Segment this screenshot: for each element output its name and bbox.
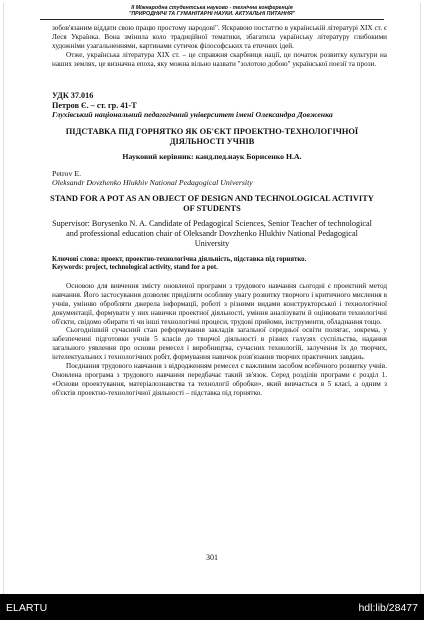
conference-header bbox=[4, 5, 420, 17]
article-title-ua: ПІДСТАВКА ПІД ГОРНЯТКО ЯК ОБ'ЄКТ ПРОЕКТНО-ТЕХНОЛОГІЧНОЇ ДІЯЛЬНОСТІ УЧНІВ bbox=[65, 126, 359, 146]
author-en: Petrov E. bbox=[52, 168, 82, 178]
conference-header-line1: II Міжнародна студентська науково - технічна конференція bbox=[131, 5, 293, 11]
affiliation-ua: Глухівський національний педагогічний університет імені Олександра Довженка bbox=[52, 110, 333, 120]
repository-footer bbox=[0, 594, 424, 620]
body-paragraph-3: Поєднання трудового навчання з відродженням ремесел є важливим засобом всебічного розвитку учнів. Оновлена програма з трудового навчання передбачає такий зв'язок. Серед розділів програми є розділ 1. «Основи проектування, матеріалознавства та технології обробки», який вивчається в 5 класі, а одним з об'єктів проектно-технологічної діяльності – підставка під горнятко. bbox=[52, 362, 387, 397]
handle-id: hdl:lib/28477 bbox=[358, 602, 418, 614]
keywords-ua: Ключові слова: проект, проектно-технологічна діяльність, підставка під горнятко. bbox=[52, 255, 307, 263]
page-number: 301 bbox=[206, 553, 218, 562]
affiliation-en: Oleksandr Dovzhenko Hlukhiv National Pedagogical University bbox=[52, 178, 253, 188]
udk-code: УДК 37.016 bbox=[52, 90, 94, 100]
repository-name: ELARTU bbox=[6, 602, 48, 614]
body-paragraph-2: Сьогоднішній сучасний стан реформування закладів загальної середньої освіти полягає, зокрема, у забезпеченні підготовки учнів 5 класів до творчої діяльності в різних галузях суспільства, надання загального уявлення про основи ремесел і виробництва, сучасних технологій, залучення їх до творчих, інтелектуальних і технологічних робіт, формування навичок розв'язання творчих практичних завдань. bbox=[52, 326, 387, 362]
body-paragraph-1: Основою для вивчення змісту оновленої програми з трудового навчання сьогодні є проектний метод навчання. Його застосування дозволяє приділяти особливу увагу розвитку творчого і критичного мислення в учнів, умінню обробляти джерела інформації, роботі з різними видами конструкторської і технологічної документації, формувати у них навички проектної діяльності, уміння аналізувати й оцінювати технологічні об'єкти, свідомо обирати ті чи інші технологічні процеси, трудові прийоми, інструменти, обладнання тощо. bbox=[52, 281, 387, 326]
author-group: Петров Є. – ст. гр. 41-Т bbox=[52, 100, 137, 110]
article-title-en: STAND FOR A POT AS AN OBJECT OF DESIGN AND TECHNOLOGICAL ACTIVITY OF STUDENTS bbox=[50, 193, 374, 213]
intro-paragraph-2: Отже, українська література ХІХ ст. – це справжня скарбниця нації, це початок розвитку культури на наших землях, це визначна епоха, яку можна вільно назвати "золотою добою" української поезії та прози. bbox=[52, 51, 387, 69]
keywords-en: Keywords: project, technological activity, stand for a pot. bbox=[52, 263, 218, 271]
supervisor-ua: Науковий керівник: канд.пед.наук Борисенко Н.А. bbox=[122, 151, 302, 161]
supervisor-en: Supervisor: Borysenko N. A. Candidate of Pedagogical Sciences, Senior Teacher of technological and professional education chair of Oleksandr Dovzhenko Hlukhiv National Pedagogical University bbox=[52, 218, 372, 248]
conference-header-line2: "ПРИРОДНИЧІ ТА ГУМАНІТАРНІ НАУКИ. АКТУАЛЬНІ ПИТАННЯ" bbox=[128, 11, 296, 18]
journal-page bbox=[3, 3, 421, 594]
intro-paragraph-1: зобов'язаним віддати свою працю простому народові". Яскравою постаттю в українській літературі ХІХ ст. є Леся Українка. Вона змінила коло традиційної тематики, збагатила українську літературу глибокими художніми узагальненнями, картинами сутичок філософських та етичних ідей. bbox=[52, 24, 387, 51]
